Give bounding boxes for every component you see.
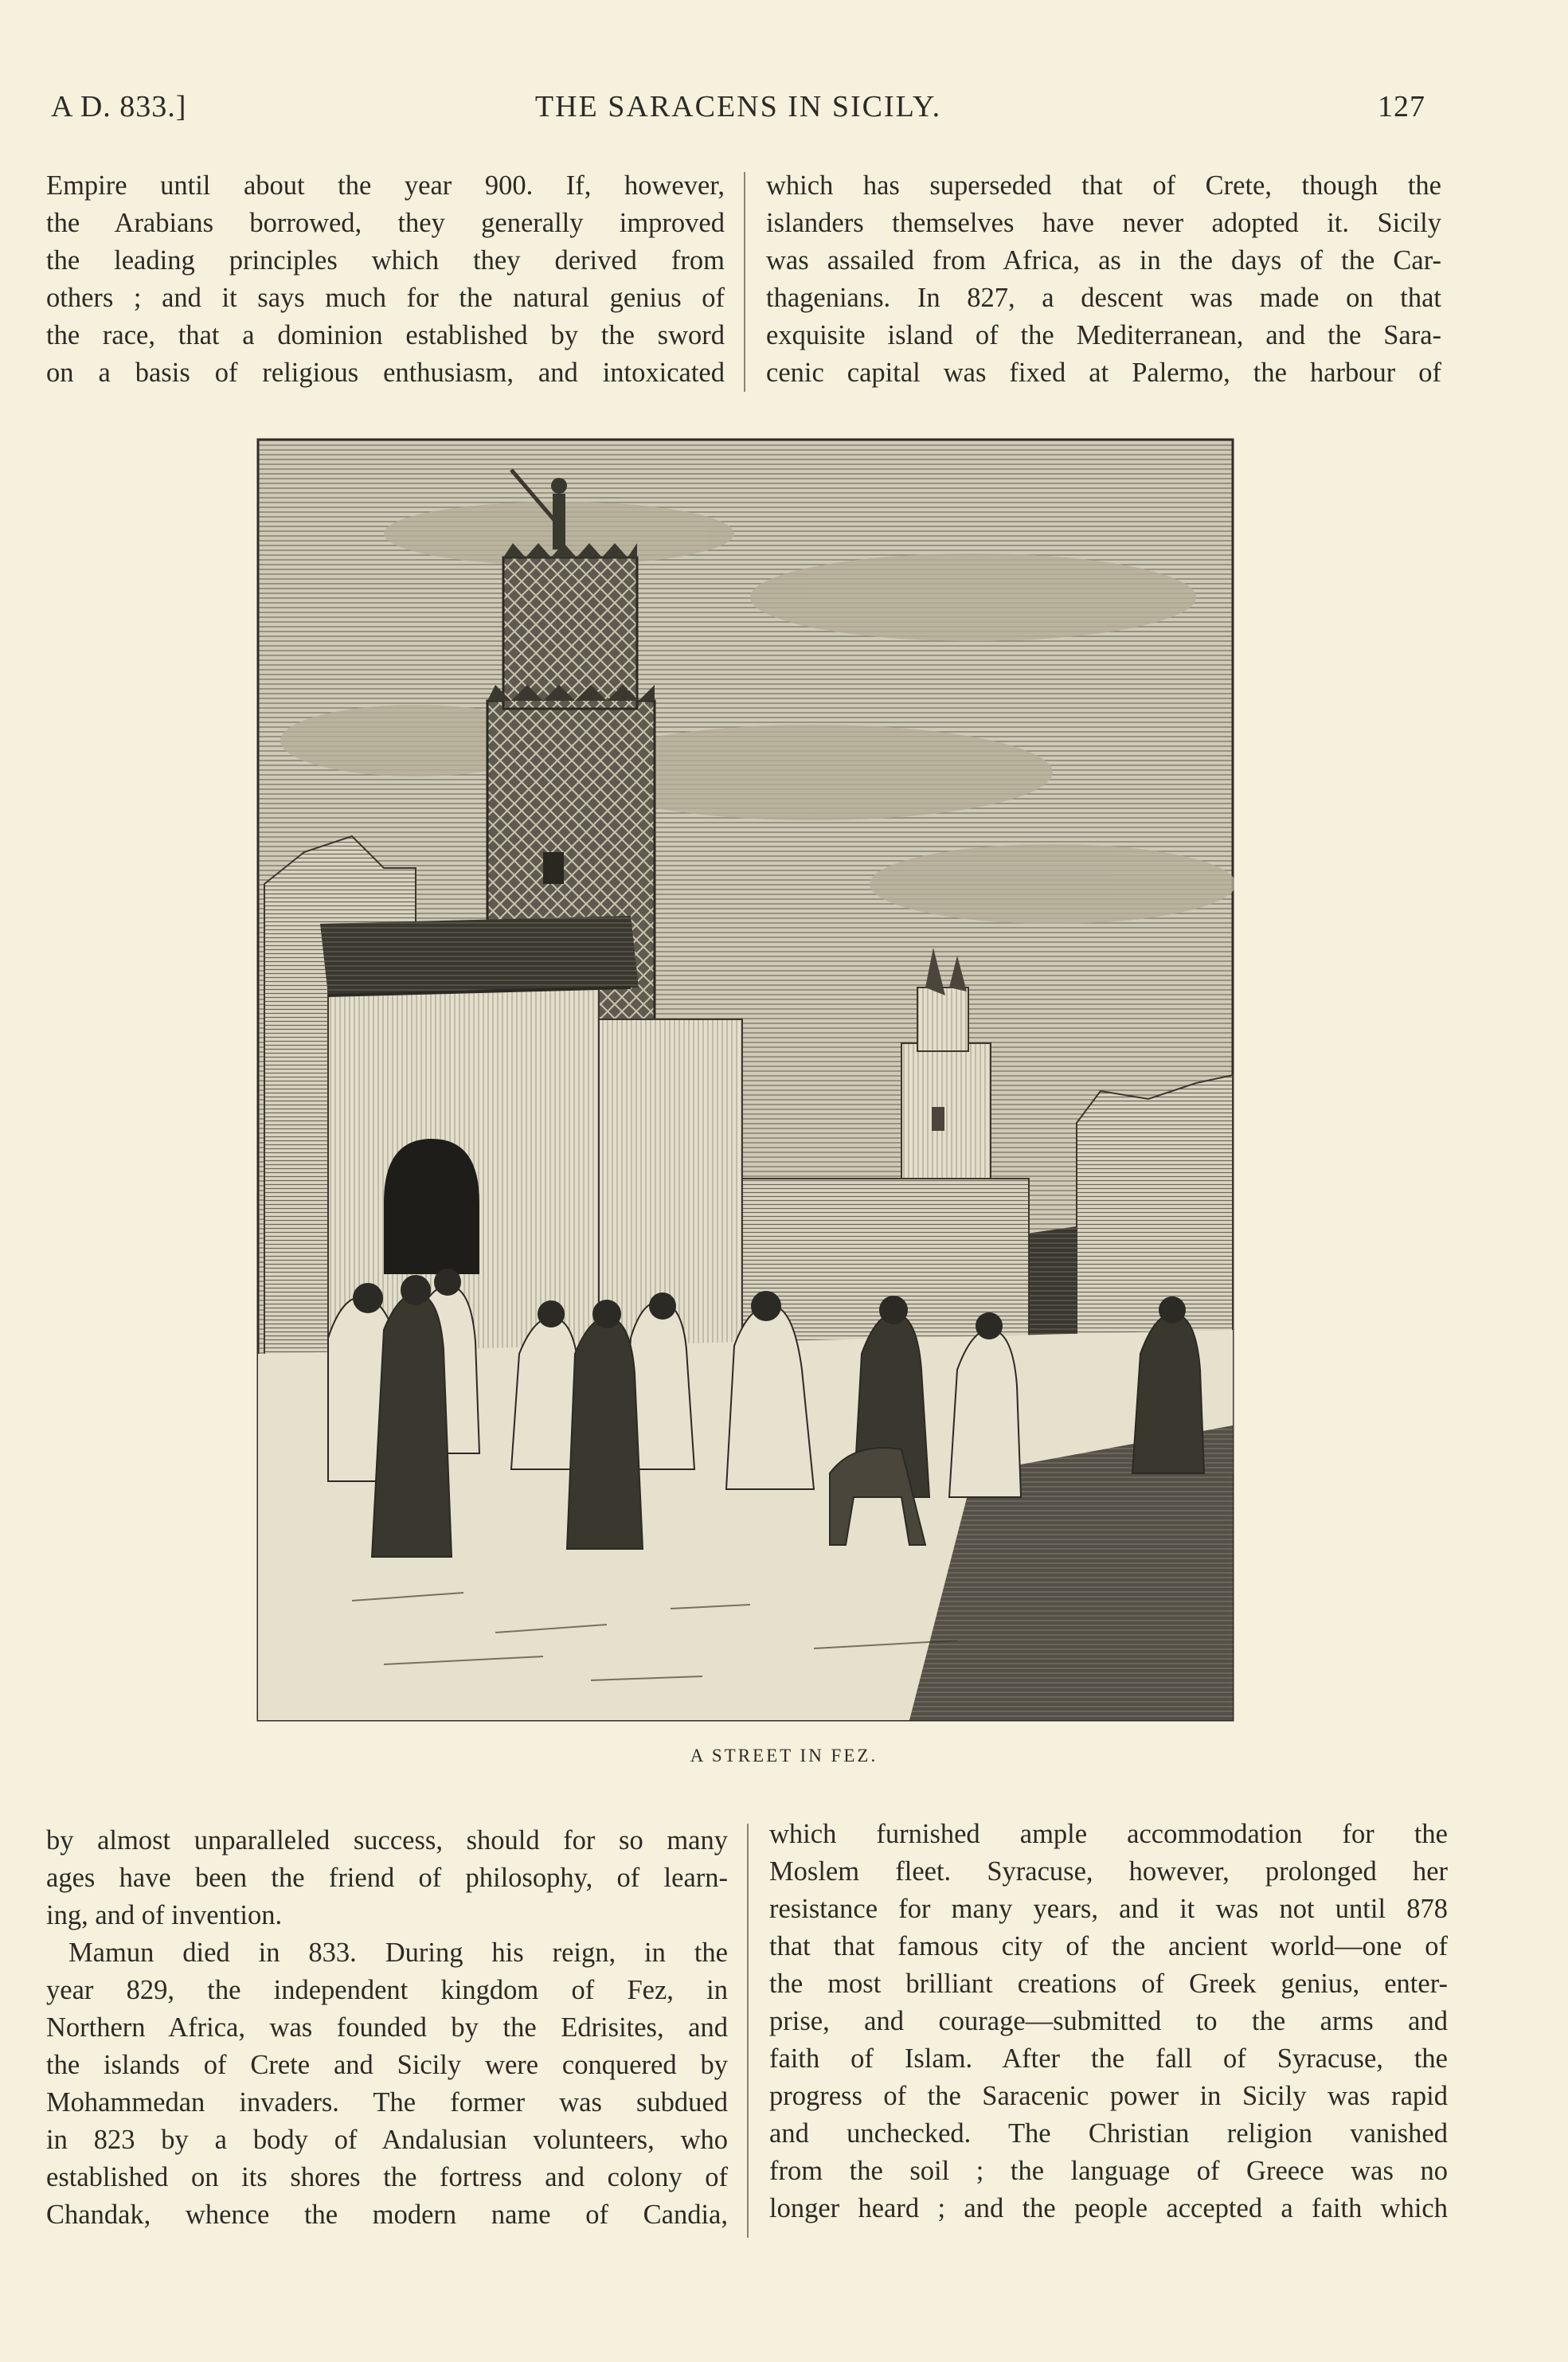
- column-divider: [744, 172, 745, 392]
- text-line: the most brilliant creations of Greek genius, enter-: [769, 1969, 1448, 1999]
- text-line: ages have been the friend of philosophy, of learn-: [46, 1863, 728, 1893]
- top-left-column: [46, 167, 725, 392]
- text-line: year 829, the independent kingdom of Fez, in: [46, 1975, 728, 2005]
- text-line: Mohammedan invaders. The former was subdued: [46, 2087, 728, 2118]
- header-date: A D. 833.]: [51, 90, 187, 123]
- text-line: which has superseded that of Crete, though the: [766, 170, 1441, 201]
- bottom-left-column: [46, 1822, 728, 2234]
- running-head: [51, 89, 1425, 137]
- text-line: cenic capital was fixed at Palermo, the harbour of: [766, 358, 1441, 388]
- text-line: progress of the Saracenic power in Sicily was rapid: [769, 2081, 1448, 2111]
- text-line: from the soil ; the language of Greece was no: [769, 2156, 1448, 2186]
- text-line: resistance for many years, and it was not until 878: [769, 1894, 1448, 1924]
- text-line: faith of Islam. After the fall of Syracuse, the: [769, 2043, 1448, 2074]
- bottom-right-column: [769, 1816, 1448, 2227]
- text-line: Mamun died in 833. During his reign, in the: [68, 1938, 728, 1968]
- text-line: Northern Africa, was founded by the Edrisites, and: [46, 2012, 728, 2043]
- text-line: established on its shores the fortress and colony of: [46, 2162, 728, 2192]
- text-line: others ; and it says much for the natural genius of: [46, 283, 725, 313]
- text-line: the islands of Crete and Sicily were conquered by: [46, 2050, 728, 2080]
- text-line: exquisite island of the Mediterranean, and the Sara-: [766, 320, 1441, 350]
- text-line: Moslem fleet. Syracuse, however, prolonged her: [769, 1856, 1448, 1887]
- text-line: by almost unparalleled success, should for so many: [46, 1825, 728, 1856]
- engraving-illustration: [256, 438, 1234, 1722]
- text-line: longer heard ; and the people accepted a faith which: [769, 2193, 1448, 2223]
- text-line: the Arabians borrowed, they generally improved: [46, 208, 725, 238]
- text-line: was assailed from Africa, as in the days of the Car-: [766, 245, 1441, 276]
- figure-caption: A STREET IN FEZ.: [690, 1746, 878, 1766]
- text-line: ing, and of invention.: [46, 1900, 283, 1930]
- text-line: the leading principles which they derived from: [46, 245, 725, 276]
- page-number: 127: [1378, 90, 1425, 123]
- text-line: that that famous city of the ancient world—one of: [769, 1931, 1448, 1961]
- text-line: Chandak, whence the modern name of Candia,: [46, 2200, 728, 2230]
- text-line: thagenians. In 827, a descent was made on that: [766, 283, 1441, 313]
- text-line: in 823 by a body of Andalusian volunteers, who: [46, 2125, 728, 2155]
- text-line: on a basis of religious enthusiasm, and intoxicated: [46, 358, 725, 388]
- text-line: which furnished ample accommodation for the: [769, 1819, 1448, 1849]
- text-line: and unchecked. The Christian religion vanished: [769, 2118, 1448, 2149]
- text-line: prise, and courage—submitted to the arms and: [769, 2006, 1448, 2036]
- text-line: islanders themselves have never adopted it. Sicily: [766, 208, 1441, 238]
- page-title: THE SARACENS IN SICILY.: [534, 90, 942, 123]
- top-right-column: [766, 167, 1441, 392]
- text-line: Empire until about the year 900. If, however,: [46, 170, 725, 201]
- column-divider: [747, 1824, 749, 2238]
- text-line: the race, that a dominion established by the sword: [46, 320, 725, 350]
